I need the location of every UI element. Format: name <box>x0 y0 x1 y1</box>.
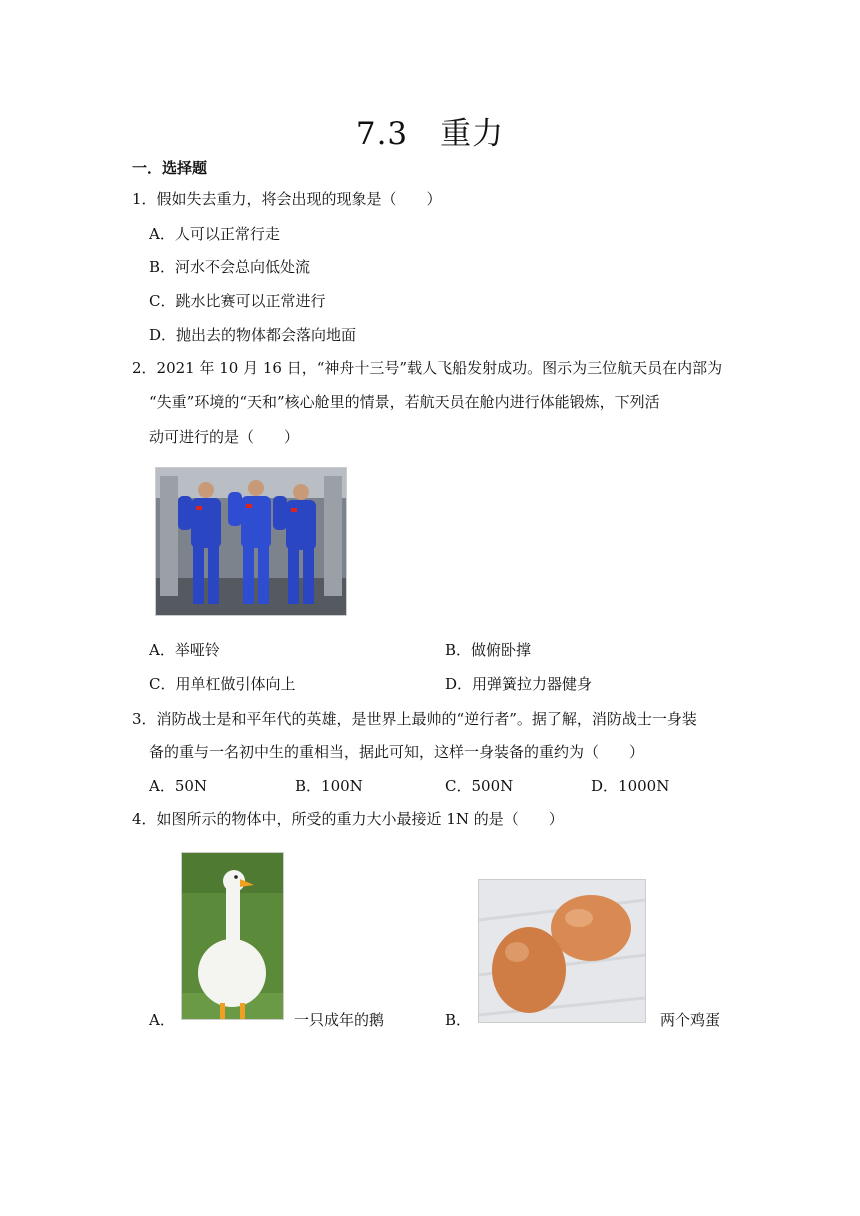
question-1-option-b: B．河水不会总向低处流 <box>149 258 311 276</box>
page-title: 7.3 重力 <box>355 116 505 152</box>
question-2-option-b: B．做俯卧撑 <box>445 641 532 659</box>
question-4-option-a-text: 一只成年的鹅 <box>294 1011 385 1029</box>
question-1-option-d: D．抛出去的物体都会落向地面 <box>149 326 357 344</box>
question-4-option-a-letter: A． <box>149 1011 175 1029</box>
question-3-option-b: B．100N <box>295 777 363 795</box>
astronauts-photo <box>155 467 347 616</box>
question-2-stem-line-2: “失重”环境的“天和”核心舱里的情景，若航天员在舱内进行体能锻炼，下列活 <box>149 393 660 411</box>
question-1-option-a: A．人可以正常行走 <box>149 225 280 243</box>
question-4-stem: 4．如图所示的物体中，所受的重力大小最接近 1N 的是（ ） <box>132 810 564 828</box>
question-1-stem: 1．假如失去重力，将会出现的现象是（ ） <box>132 190 442 208</box>
question-3-option-a: A．50N <box>149 777 208 795</box>
question-3-stem-line-1: 3．消防战士是和平年代的英雄，是世界上最帅的“逆行者”。据了解，消防战士一身装 <box>132 710 697 728</box>
question-4-option-b-text: 两个鸡蛋 <box>660 1011 721 1029</box>
question-2-option-c: C．用单杠做引体向上 <box>149 675 296 693</box>
question-4-option-b-letter: B． <box>445 1011 472 1029</box>
question-2-option-a: A．举哑铃 <box>149 641 220 659</box>
question-3-option-c: C．500N <box>445 777 514 795</box>
question-2-option-d: D．用弹簧拉力器健身 <box>445 675 593 693</box>
question-2-stem-line-3: 动可进行的是（ ） <box>149 428 300 446</box>
question-3-stem-line-2: 备的重与一名初中生的重相当，据此可知，这样一身装备的重约为（ ） <box>149 743 645 761</box>
eggs-photo <box>478 879 646 1023</box>
goose-photo <box>181 852 284 1020</box>
question-3-option-d: D．1000N <box>591 777 670 795</box>
question-2-stem-line-1: 2．2021 年 10 月 16 日，“神舟十三号”载人飞船发射成功。图示为三位航天员在内部为 <box>132 359 723 377</box>
section-heading: 一．选择题 <box>132 159 208 177</box>
question-1-option-c: C．跳水比赛可以正常进行 <box>149 292 326 310</box>
